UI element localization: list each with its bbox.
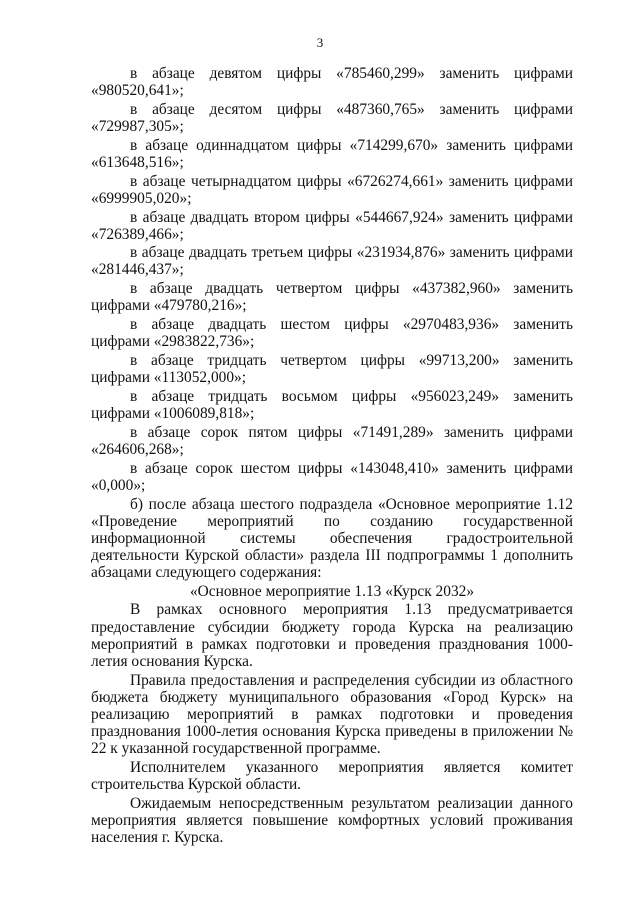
paragraph-abzac-26: в абзаце двадцать шестом цифры «2970483,936» заменить цифрами «2983822,736»;: [91, 316, 573, 351]
paragraph-subsidy-scope: В рамках основного мероприятия 1.13 предусматривается предоставление субсидии бюджету города Курска на реализацию мероприятий в рамках подготовки и проведения празднования 1000-летия основания Курска.: [91, 601, 573, 670]
document-body: [91, 65, 573, 848]
paragraph-abzac-9: в абзаце девятом цифры «785460,299» заменить цифрами «980520,641»;: [91, 65, 573, 100]
paragraph-abzac-45: в абзаце сорок пятом цифры «71491,289» заменить цифрами «264606,268»;: [91, 423, 573, 458]
paragraph-executor: Исполнителем указанного мероприятия является комитет строительства Курской области.: [91, 758, 573, 793]
paragraph-abzac-34: в абзаце тридцать четвертом цифры «99713,200» заменить цифрами «113052,000»;: [91, 352, 573, 387]
paragraph-abzac-38: в абзаце тридцать восьмом цифры «956023,249» заменить цифрами «1006089,818»;: [91, 387, 573, 422]
paragraph-abzac-11: в абзаце одиннадцатом цифры «714299,670» заменить цифрами «613648,516»;: [91, 136, 573, 171]
page-number: 3: [316, 35, 324, 50]
paragraph-abzac-46: в абзаце сорок шестом цифры «143048,410» заменить цифрами «0,000»;: [91, 459, 573, 494]
paragraph-abzac-22: в абзаце двадцать втором цифры «544667,924» заменить цифрами «726389,466»;: [91, 208, 573, 243]
paragraph-expected-result: Ожидаемым непосредственным результатом реализации данного мероприятия является повышение комфортных условий проживания населения г. Курска.: [91, 794, 573, 846]
paragraph-abzac-23: в абзаце двадцать третьем цифры «231934,876» заменить цифрами «281446,437»;: [91, 244, 573, 279]
paragraph-abzac-14: в абзаце четырнадцатом цифры «6726274,661» заменить цифрами «6999905,020»;: [91, 172, 573, 207]
paragraph-subsidy-rules: Правила предоставления и распределения субсидии из областного бюджета бюджету муниципального образования «Город Курск» на реализацию мероприятий в рамках подготовки и проведения празднования 1000-летия основания Курска приведены в приложении № 22 к указанной государственной программе.: [91, 671, 573, 757]
paragraph-abzac-24: в абзаце двадцать четвертом цифры «437382,960» заменить цифрами «479780,216»;: [91, 280, 573, 315]
subheading-measure-1-13: «Основное мероприятие 1.13 «Курск 2032»: [189, 582, 475, 600]
paragraph-abzac-10: в абзаце десятом цифры «487360,765» заменить цифрами «729987,305»;: [91, 100, 573, 135]
paragraph-section-b: б) после абзаца шестого подраздела «Основное мероприятие 1.12 «Проведение мероприятий по созданию государственной информационной системы обеспечения градостроительной деятельности Курской области» раздела III подпрограммы 1 дополнить абзацами следующего содержания:: [91, 495, 573, 581]
